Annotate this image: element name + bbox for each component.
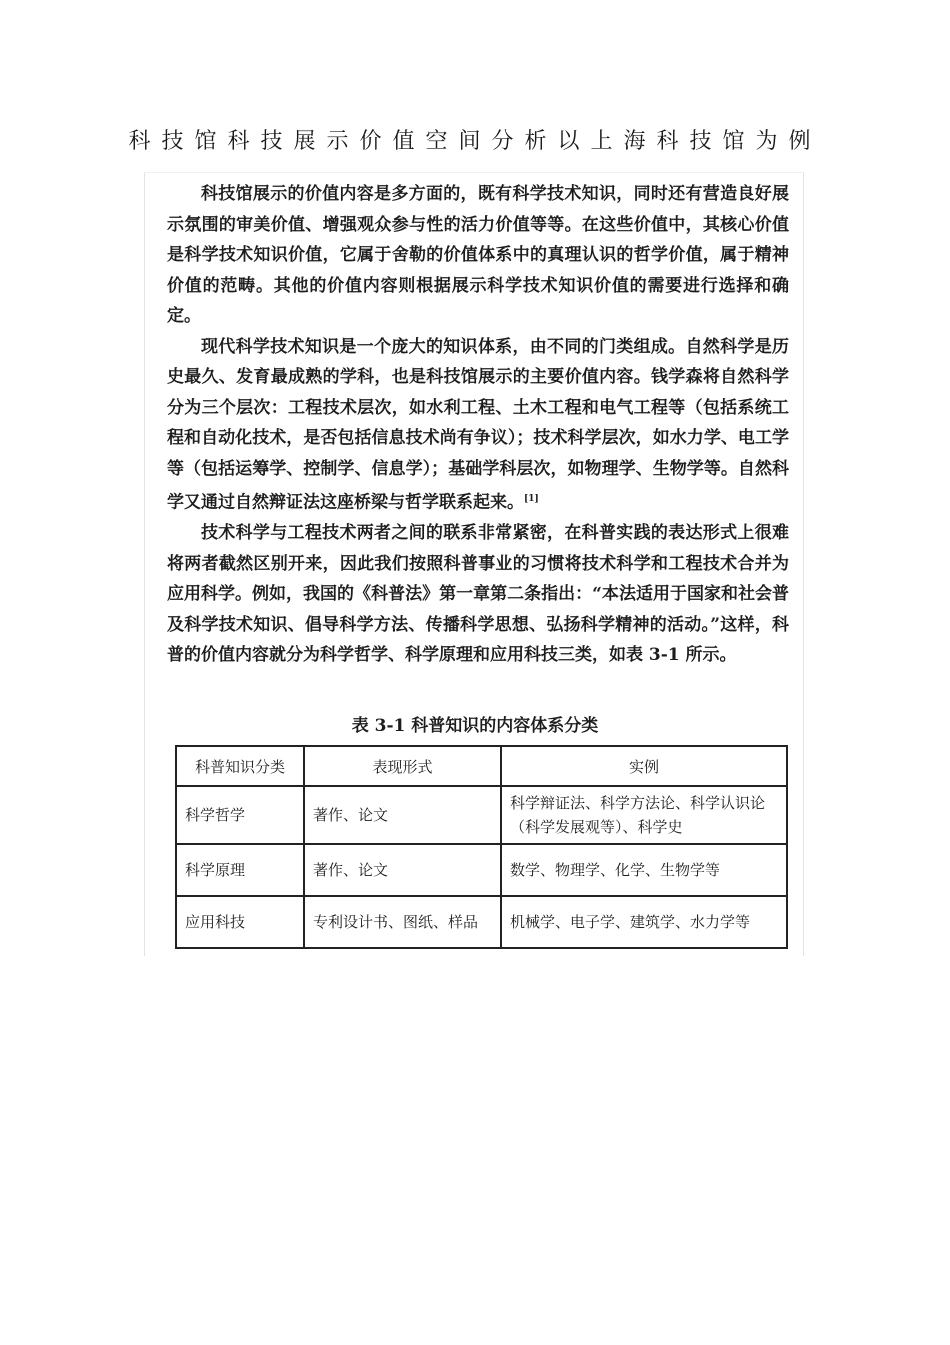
table-row <box>176 786 787 844</box>
paragraph-2-text: 现代科学技术知识是一个庞大的知识体系，由不同的门类组成。自然科学是历史最久、发育最成熟的学科，也是科技馆展示的主要价值内容。钱学森将自然科学分为三个层次：工程技术层次，如水利工程、土木工程和电气工程等（包括系统工程和自动化技术，是否包括信息技术尚有争议）；技术科学层次，如水力学、电工学等（包括运筹学、控制学、信息学）；基础学科层次，如物理学、生物学等。自然科学又通过自然辩证法这座桥梁与哲学联系起来。 <box>167 336 789 513</box>
table-caption: 表 3-1 科普知识的内容体系分类 <box>351 716 599 736</box>
paragraph-2 <box>167 332 789 519</box>
header-form: 表现形式 <box>304 746 501 786</box>
paragraph-1: 科技馆展示的价值内容是多方面的，既有科学技术知识，同时还有营造良好展示氛围的审美价值、增强观众参与性的活力价值等等。在这些价值中，其核心价值是科学技术知识价值，它属于舍勒的价值体系中的真理认识的哲学价值，属于精神价值的范畴。其他的价值内容则根据展示科学技术知识价值的需要进行选择和确定。 <box>167 184 789 326</box>
citation-marker: [1] <box>524 494 539 504</box>
table-cell: 应用科技 <box>176 896 304 948</box>
table-cell: 著作、论文 <box>304 844 501 896</box>
table-row <box>176 896 787 948</box>
table-row <box>176 844 787 896</box>
table-cell: 数学、物理学、化学、生物学等 <box>501 844 787 896</box>
table-cell: 科学辩证法、科学方法论、科学认识论（科学发展观等）、科学史 <box>501 786 787 844</box>
header-examples: 实例 <box>501 746 787 786</box>
header-category: 科普知识分类 <box>176 746 304 786</box>
table-cell: 专利设计书、图纸、样品 <box>304 896 501 948</box>
table-cell: 科学哲学 <box>176 786 304 844</box>
table-cell: 科学原理 <box>176 844 304 896</box>
table-header-row <box>176 746 787 786</box>
document-title: 科技馆科技展示价值空间分析以上海科技馆为例 <box>128 129 822 154</box>
table-cell: 机械学、电子学、建筑学、水力学等 <box>501 896 787 948</box>
classification-table <box>175 745 788 949</box>
scanned-page-excerpt <box>144 172 804 956</box>
body-text <box>167 179 789 671</box>
table-cell: 著作、论文 <box>304 786 501 844</box>
paragraph-3: 技术科学与工程技术两者之间的联系非常紧密，在科普实践的表达形式上很难将两者截然区别开来，因此我们按照科普事业的习惯将技术科学和工程技术合并为应用科学。例如，我国的《科普法》第一章第二条指出：“本法适用于国家和社会普及科学技术知识、倡导科学方法、传播科学思想、弘扬科学精神的活动。”这样，科普的价值内容就分为科学哲学、科学原理和应用科技三类，如表 3-1 所示。 <box>167 523 789 666</box>
